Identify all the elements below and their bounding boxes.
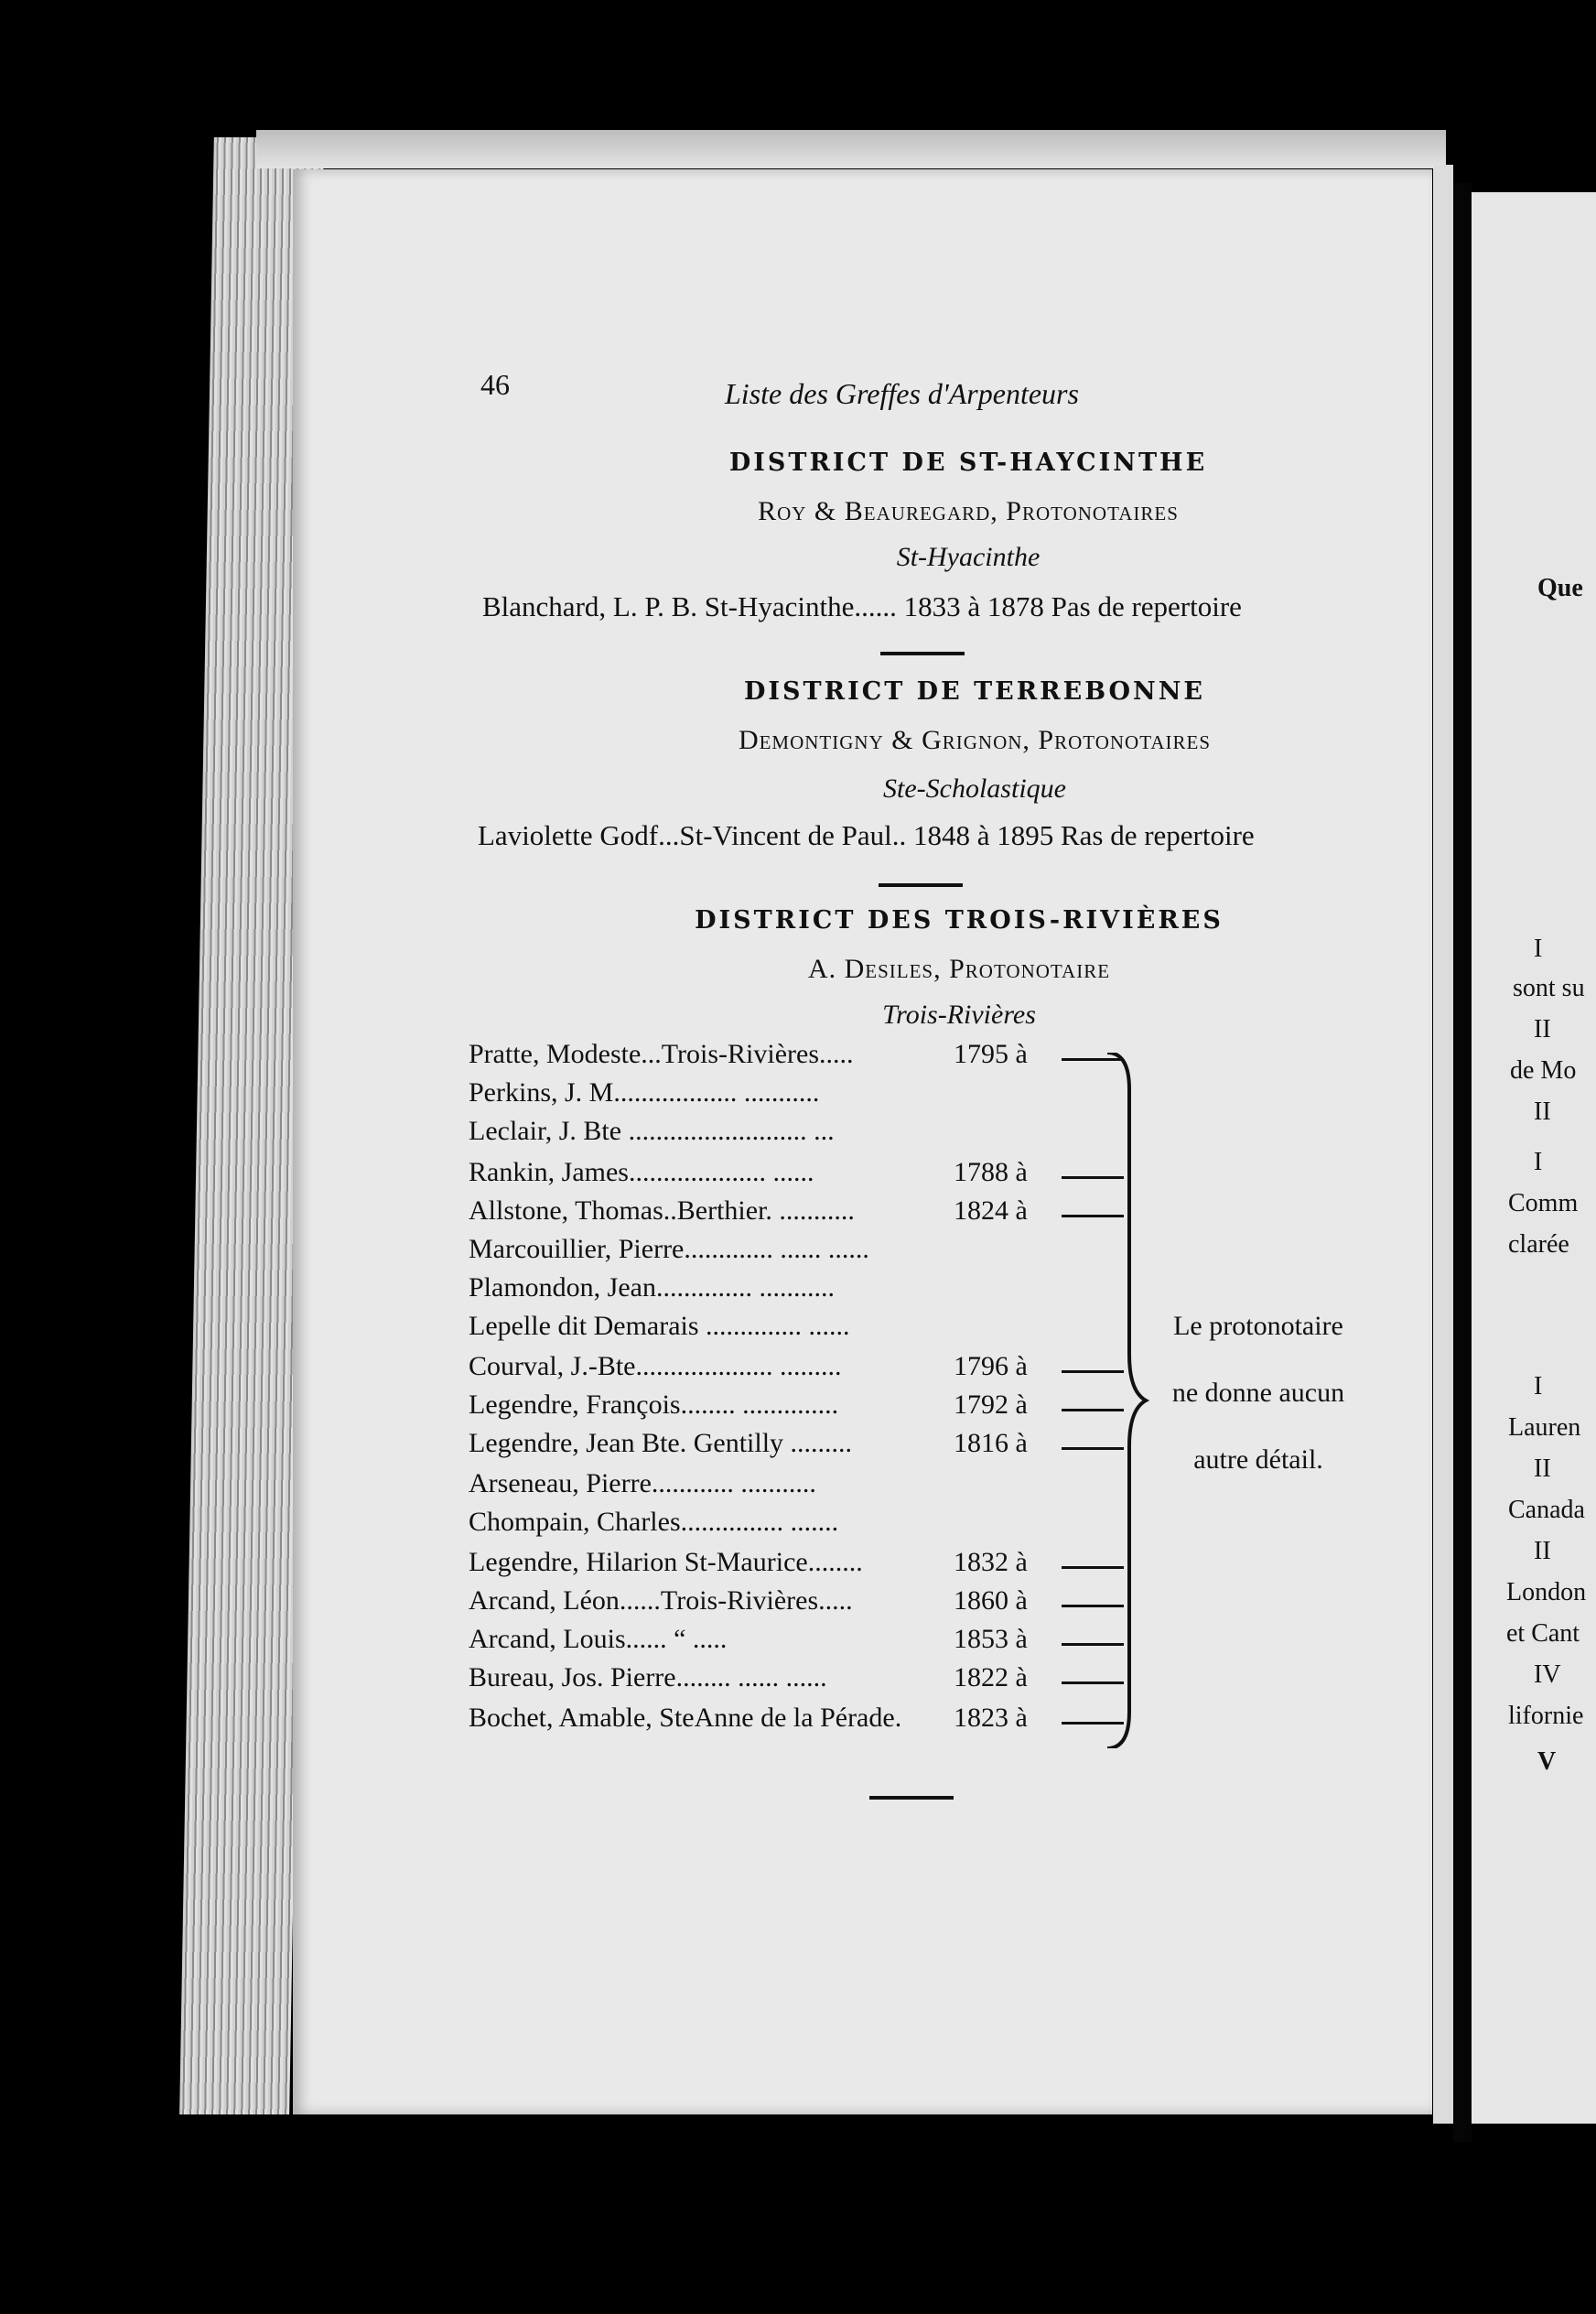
surveyor-name: Marcouillier, Pierre............. ...... ...... [469,1234,869,1264]
right-page-text: de Mo [1510,1056,1577,1085]
right-page-fragment [1472,192,1596,2124]
surveyor-name: Arcand, Louis...... “ ..... [469,1624,728,1654]
right-page-text: II [1534,1537,1551,1565]
year-range: 1788 à [954,1157,1028,1187]
right-page-text: Lauren [1508,1413,1581,1442]
year-range: 1822 à [954,1662,1028,1692]
year-range: 1792 à [954,1389,1028,1420]
side-note-line: ne donne aucun [1171,1378,1345,1408]
surveyor-name: Bochet, Amable, SteAnne de la Pérade. [469,1703,902,1733]
right-page-text: clarée [1508,1230,1569,1259]
right-page-text: II [1534,1015,1551,1043]
protonotaires-line: Roy & Beauregard, Protonotaires [758,496,1179,526]
right-page-text: I [1534,1148,1543,1176]
surveyor-name: Legendre, Jean Bte. Gentilly ......... [469,1428,853,1458]
year-range: 1832 à [954,1547,1028,1577]
right-page-text: sont su [1513,974,1585,1002]
protonotaires-line: A. Desiles, Protonotaire [807,954,1111,984]
surveyor-name: Arcand, Léon......Trois-Rivières..... [469,1585,853,1616]
year-range: 1816 à [954,1428,1028,1458]
right-page-text: Que [1537,574,1583,602]
side-note-line: autre détail. [1193,1444,1323,1475]
surveyor-name: Legendre, Hilarion St-Maurice........ [469,1547,863,1577]
place-name: St-Hyacinthe [896,542,1041,572]
right-page-text: IV [1534,1660,1561,1689]
district-heading: DISTRICT DES TROIS-RIVIÈRES [695,906,1224,935]
page-number: 46 [480,368,510,401]
right-page-text: V [1537,1747,1557,1776]
year-range: 1796 à [954,1351,1028,1381]
right-page-text: I [1534,935,1543,963]
year-range: 1824 à [954,1195,1028,1226]
running-title: Liste des Greffes d'Arpenteurs [725,377,1079,410]
register-entry: Blanchard, L. P. B. St-Hyacinthe...... 1833 à 1878 Pas de repertoire [482,590,1242,622]
section-divider [879,883,963,887]
protonotaires-line: Demontigny & Grignon, Protonotaires [738,725,1212,755]
surveyor-name: Chompain, Charles............... ....... [469,1507,839,1537]
register-entry: Laviolette Godf...St-Vincent de Paul.. 1848 à 1895 Ras de repertoire [478,819,1255,851]
year-range: 1795 à [954,1039,1028,1069]
year-range: 1823 à [954,1703,1028,1733]
right-page-text: II [1534,1454,1551,1483]
right-page-text: Comm [1508,1189,1579,1217]
right-page-text: London [1506,1578,1587,1606]
side-note-line: Le protonotaire [1173,1311,1343,1341]
surveyor-name: Perkins, J. M.................. ........... [469,1077,820,1108]
surveyor-name: Pratte, Modeste...Trois-Rivières..... [469,1039,854,1069]
district-heading: DISTRICT DE TERREBONNE [744,677,1205,706]
surveyor-name: Arseneau, Pierre............ ........... [469,1468,816,1498]
page-margin-strip [1433,165,1453,2124]
district-heading: DISTRICT DE ST-HAYCINTHE [728,449,1208,477]
right-page-text: Canada [1508,1496,1585,1524]
surveyor-name: Lepelle dit Demarais .............. ...... [469,1311,850,1341]
right-page-text: et Cant [1506,1619,1580,1648]
year-range: 1853 à [954,1624,1028,1654]
place-name: Trois-Rivières [882,1000,1036,1030]
surveyor-name: Rankin, James.................... ...... [469,1157,814,1187]
surveyor-name: Plamondon, Jean.............. ........... [469,1272,835,1303]
right-page-text: lifornie [1508,1702,1584,1730]
surveyor-name: Courval, J.-Bte.................... ......... [469,1351,842,1381]
right-page-text: I [1534,1372,1543,1400]
place-name: Ste-Scholastique [883,773,1066,804]
section-divider [880,652,965,655]
surveyor-name: Bureau, Jos. Pierre........ ...... ...... [469,1662,827,1692]
book-top-edge [256,130,1446,168]
end-rule [869,1796,954,1800]
year-range: 1860 à [954,1585,1028,1616]
right-page-text: II [1534,1098,1551,1126]
surveyor-name: Leclair, J. Bte .......................... ... [469,1116,835,1146]
book-gutter [1453,183,1472,2142]
surveyor-name: Allstone, Thomas..Berthier. ........... [469,1195,855,1226]
surveyor-name: Legendre, François........ .............. [469,1389,839,1420]
